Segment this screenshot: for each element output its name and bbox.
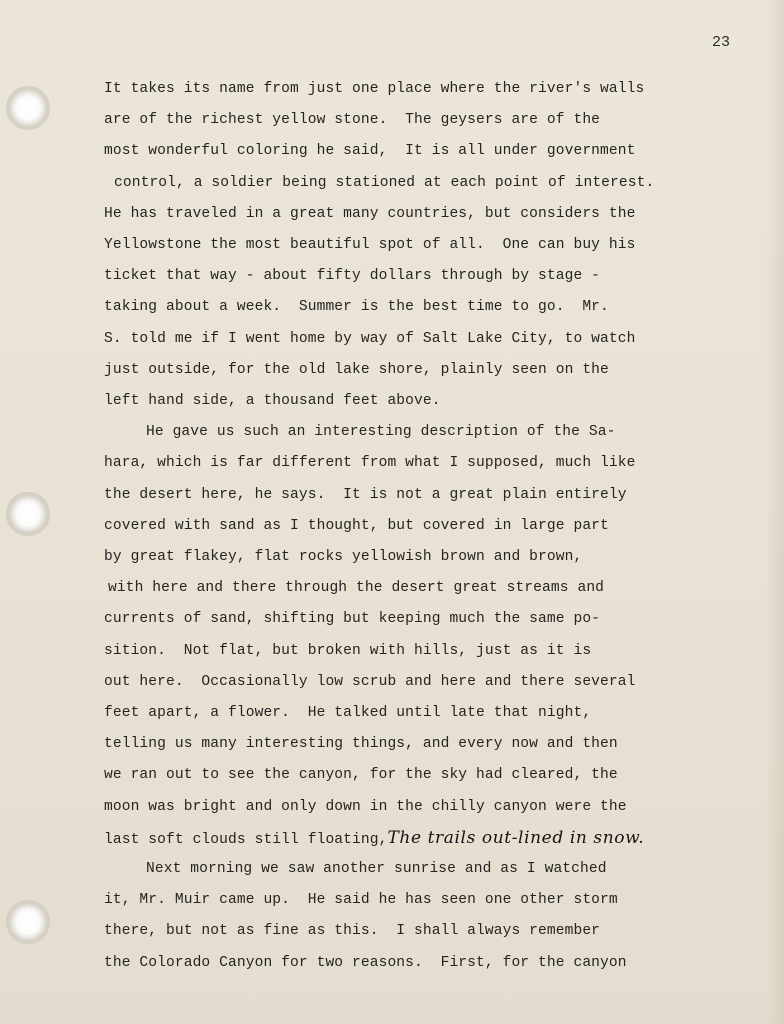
punch-hole-bottom [6, 900, 50, 944]
text-line: He has traveled in a great many countries, but considers the [104, 205, 636, 222]
text-line: ticket that way - about fifty dollars through by stage - [104, 268, 601, 285]
text-line: there, but not as fine as this. I shall always remember [104, 923, 601, 940]
text-line: with here and there through the desert great streams and [108, 580, 605, 597]
text-line: control, a soldier being stationed at each point of interest. [114, 174, 655, 191]
text-line: out here. Occasionally low scrub and here and there several [104, 673, 636, 690]
text-line: it, Mr. Muir came up. He said he has seen one other storm [104, 892, 618, 909]
text-line: feet apart, a flower. He talked until late that night, [104, 705, 592, 721]
punch-hole-middle [6, 492, 50, 536]
text-line: we ran out to see the canyon, for the sky had cleared, the [104, 767, 618, 784]
text-line: most wonderful coloring he said, It is all under government [104, 143, 636, 160]
typed-fragment: last soft clouds still floating, [104, 831, 388, 848]
text-line: telling us many interesting things, and every now and then [104, 736, 618, 753]
text-line: Yellowstone the most beautiful spot of all. One can buy his [104, 237, 636, 253]
text-line: It takes its name from just one place where the river's walls [104, 81, 645, 97]
page-number: 23 [712, 34, 731, 51]
text-line: taking about a week. Summer is the best time to go. Mr. [104, 299, 609, 316]
text-line: moon was bright and only down in the chilly canyon were the [104, 798, 627, 815]
text-line: currents of sand, shifting but keeping much the same po- [104, 611, 601, 628]
text-line: just outside, for the old lake shore, plainly seen on the [104, 361, 609, 378]
text-line: left hand side, a thousand feet above. [104, 393, 441, 409]
text-line: sition. Not flat, but broken with hills, just as it is [104, 642, 592, 659]
text-line-with-insert [104, 823, 644, 854]
text-line: by great flakey, flat rocks yellowish brown and brown, [104, 549, 583, 565]
text-line: are of the richest yellow stone. The geysers are of the [104, 112, 601, 129]
text-line: He gave us such an interesting description of the Sa- [146, 424, 616, 441]
text-line: Next morning we saw another sunrise and as I watched [146, 861, 607, 877]
text-line: the Colorado Canyon for two reasons. First, for the canyon [104, 954, 627, 971]
text-line: covered with sand as I thought, but covered in large part [104, 517, 609, 534]
text-line: hara, which is far different from what I supposed, much like [104, 455, 636, 472]
text-line: the desert here, he says. It is not a great plain entirely [104, 486, 627, 503]
handwritten-insert: The trails out-lined in snow. [387, 827, 645, 848]
text-line: S. told me if I went home by way of Salt Lake City, to watch [104, 330, 636, 347]
punch-hole-top [6, 86, 50, 130]
